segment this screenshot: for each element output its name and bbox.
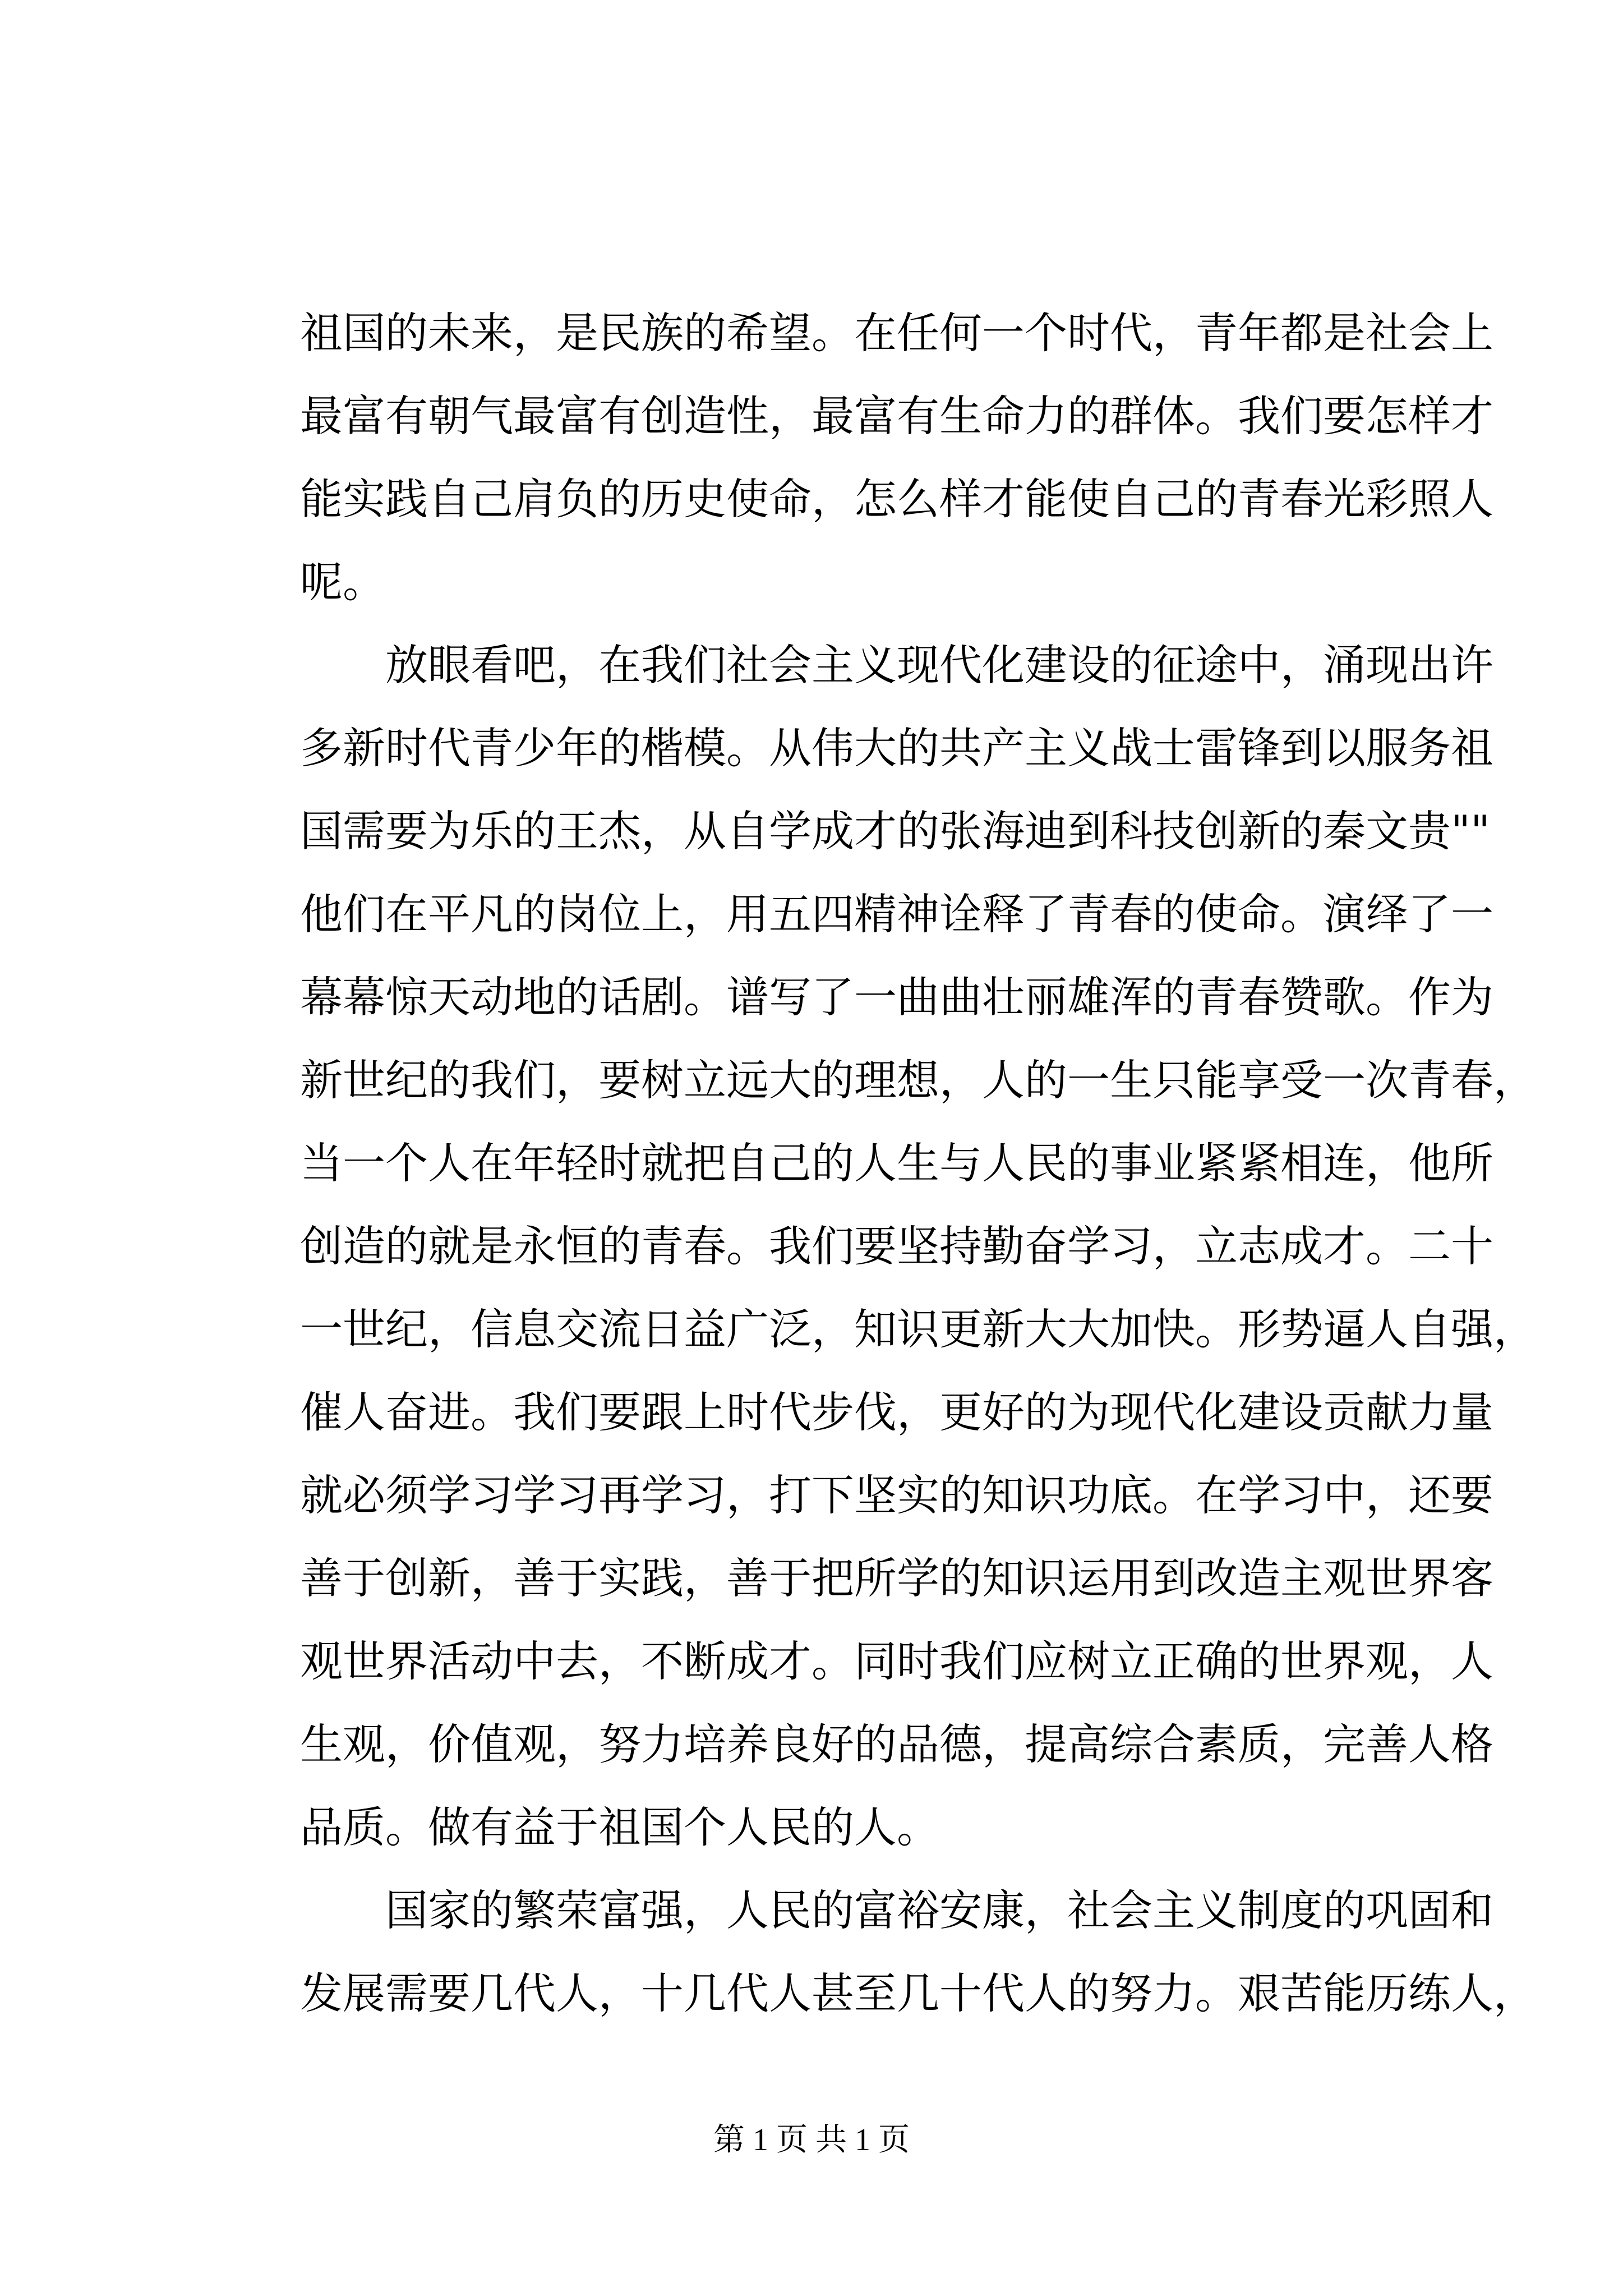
text-line: 幕幕惊天动地的话剧。谱写了一曲曲壮丽雄浑的青春赞歌。作为: [300, 972, 1493, 1022]
page-number-label: 第 1 页 共 1 页: [713, 2123, 910, 2157]
page-footer: [0, 2118, 1623, 2162]
document-body: [300, 292, 1536, 2035]
text-line: 善于创新，善于实践，善于把所学的知识运用到改造主观世界客: [300, 1553, 1493, 1603]
text-line: 最富有朝气最富有创造性，最富有生命力的群体。我们要怎样才: [300, 391, 1493, 441]
text-line: 国需要为乐的王杰，从自学成才的张海迪到科技创新的秦文贵"": [300, 806, 1490, 856]
text-line: 他们在平凡的岗位上，用五四精神诠释了青春的使命。演绎了一: [300, 889, 1493, 939]
text-line: 祖国的未来，是民族的希望。在任何一个时代，青年都是社会上: [300, 308, 1493, 358]
text-line: 多新时代青少年的楷模。从伟大的共产主义战士雷锋到以服务祖: [300, 723, 1493, 773]
text-line: 创造的就是永恒的青春。我们要坚持勤奋学习，立志成才。二十: [300, 1221, 1493, 1271]
text-line: 生观，价值观，努力培养良好的品德，提高综合素质，完善人格: [300, 1719, 1493, 1769]
text-line: 新世纪的我们，要树立远大的理想，人的一生只能享受一次青春，: [300, 1055, 1536, 1105]
paragraph-first-line: 放眼看吧，在我们社会主义现代化建设的征途中，涌现出许: [385, 640, 1493, 690]
text-line: 催人奋进。我们要跟上时代步伐，更好的为现代化建设贡献力量: [300, 1387, 1493, 1437]
text-line: 品质。做有益于祖国个人民的人。: [300, 1802, 939, 1852]
paragraph-first-line: 国家的繁荣富强，人民的富裕安康，社会主义制度的巩固和: [385, 1885, 1493, 1935]
text-line: 能实践自己肩负的历史使命，怎么样才能使自己的青春光彩照人: [300, 474, 1493, 524]
text-line: 当一个人在年轻时就把自己的人生与人民的事业紧紧相连，他所: [300, 1138, 1493, 1188]
text-line: 观世界活动中去，不断成才。同时我们应树立正确的世界观，人: [300, 1636, 1493, 1686]
text-line: 发展需要几代人，十几代人甚至几十代人的努力。艰苦能历练人，: [300, 1968, 1536, 2018]
text-line: 呢。: [300, 557, 385, 607]
text-line: 就必须学习学习再学习，打下坚实的知识功底。在学习中，还要: [300, 1470, 1493, 1520]
text-line: 一世纪，信息交流日益广泛，知识更新大大加快。形势逼人自强，: [300, 1304, 1536, 1354]
